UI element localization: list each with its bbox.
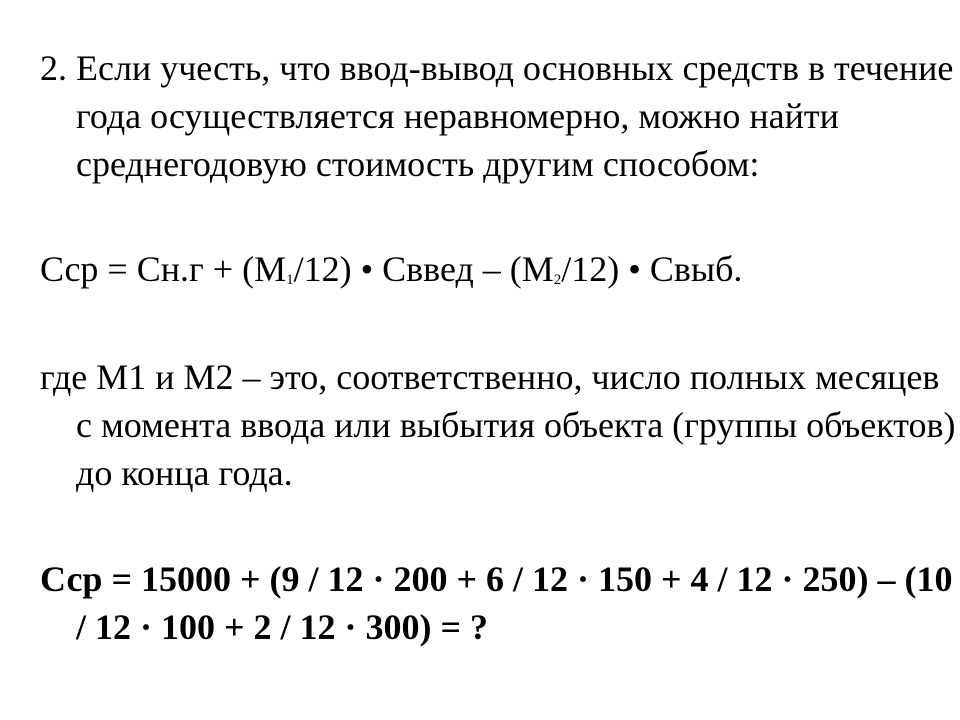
formula-part-1: Сср = Сн.г + (М — [40, 249, 287, 289]
formula-subscript-2: 2 — [553, 272, 562, 288]
intro-paragraph: 2. Если учесть, что ввод-вывод основных средств в течение года осуществляется неравномерно, можно найти среднегодовую стоимость другим способом: — [40, 48, 954, 184]
formula-part-2: /12) • Сввед – (М — [293, 249, 554, 289]
formula-line — [40, 245, 956, 293]
formula-part-3: /12) • Свыб. — [561, 249, 743, 289]
explanation-paragraph: где М1 и М2 – это, соответственно, число полных месяцев с момента ввода или выбытия объекта (группы объектов) до конца года. — [40, 357, 956, 493]
calculation-paragraph: Сср = 15000 + (9 / 12 · 200 + 6 / 12 · 150 + 4 / 12 · 250) – (10 / 12 · 100 + 2 / 12 · 300) = ? — [40, 559, 953, 647]
formula-subscript-1: 1 — [286, 272, 294, 288]
